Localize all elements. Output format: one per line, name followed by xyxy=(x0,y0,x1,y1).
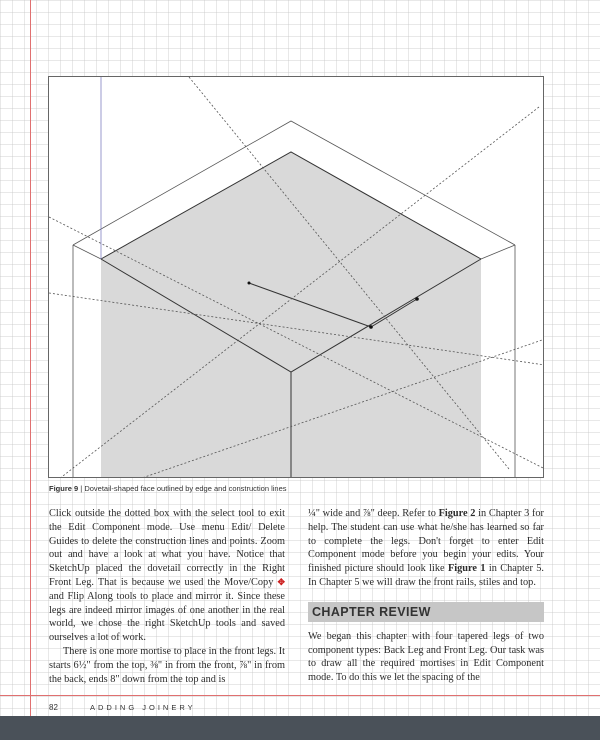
paragraph-text: and Flip Along tools to place and mirror it. Since these legs are indeed mirror images of one another in the real world, we chose the right SketchUp tools and saved ourselves a lot of work. xyxy=(49,590,285,644)
figure-caption xyxy=(49,484,287,493)
body-column-left xyxy=(49,507,285,686)
body-paragraph: There is one more mortise to place in the front legs. It starts 6½" from the top, ⅜" in from the front, ⅞" in from the back, ends 8" down from the top and is xyxy=(49,645,285,685)
body-column-right xyxy=(308,507,544,685)
body-paragraph xyxy=(49,507,285,645)
section-heading: CHAPTER REVIEW xyxy=(308,602,544,622)
outer-box-left-link xyxy=(73,245,101,259)
figure-reference: Figure 1 xyxy=(447,563,486,575)
running-head: ADDING JOINERY xyxy=(90,703,196,712)
figure-reference: Figure 2 xyxy=(438,508,476,519)
paragraph-text: ¼" wide and ⅞" deep. Refer to xyxy=(308,508,439,519)
margin-guide-left xyxy=(30,0,31,716)
caption-text: Dovetail-shaped face outlined by edge and construction lines xyxy=(84,484,287,493)
bottom-bar xyxy=(0,716,600,740)
figure-label: Figure 9 xyxy=(49,484,79,493)
figure-9-illustration xyxy=(48,76,544,478)
construction-point xyxy=(248,282,251,285)
body-paragraph: We began this chapter with four tapered legs of two component types: Back Leg and Front Leg. Our task was to draw all the required mortises in Edit Component mode. To do this we let the spacing of the xyxy=(308,630,544,684)
body-paragraph xyxy=(308,507,544,590)
caption-separator: | xyxy=(78,484,85,493)
move-copy-icon: ✥ xyxy=(277,576,285,587)
construction-point xyxy=(369,325,373,329)
paragraph-text: in Chapter 3 for help. The student can use what he/she has learned so far to complete the legs. Don't forget to enter Edit Component mode before you begin your edits. Your finished picture should look like xyxy=(308,508,544,575)
margin-guide-bottom xyxy=(0,695,600,696)
paragraph-text: Click outside the dotted box with the select tool to exit the Edit Component mode. Use menu Edit/ Delete Guides to delete the construction lines and points. Zoom out and have a look at what you have. Notice that SketchUp placed the dovetail correctly in the Right Front Leg. That is because we used the Move/Copy xyxy=(49,508,285,588)
construction-point xyxy=(415,297,419,301)
page-number: 82 xyxy=(49,703,58,712)
paragraph-text: in Chapter 5. In Chapter 5 we will draw the front rails, stiles and top. xyxy=(308,563,544,588)
outer-box-right-link xyxy=(481,245,515,259)
